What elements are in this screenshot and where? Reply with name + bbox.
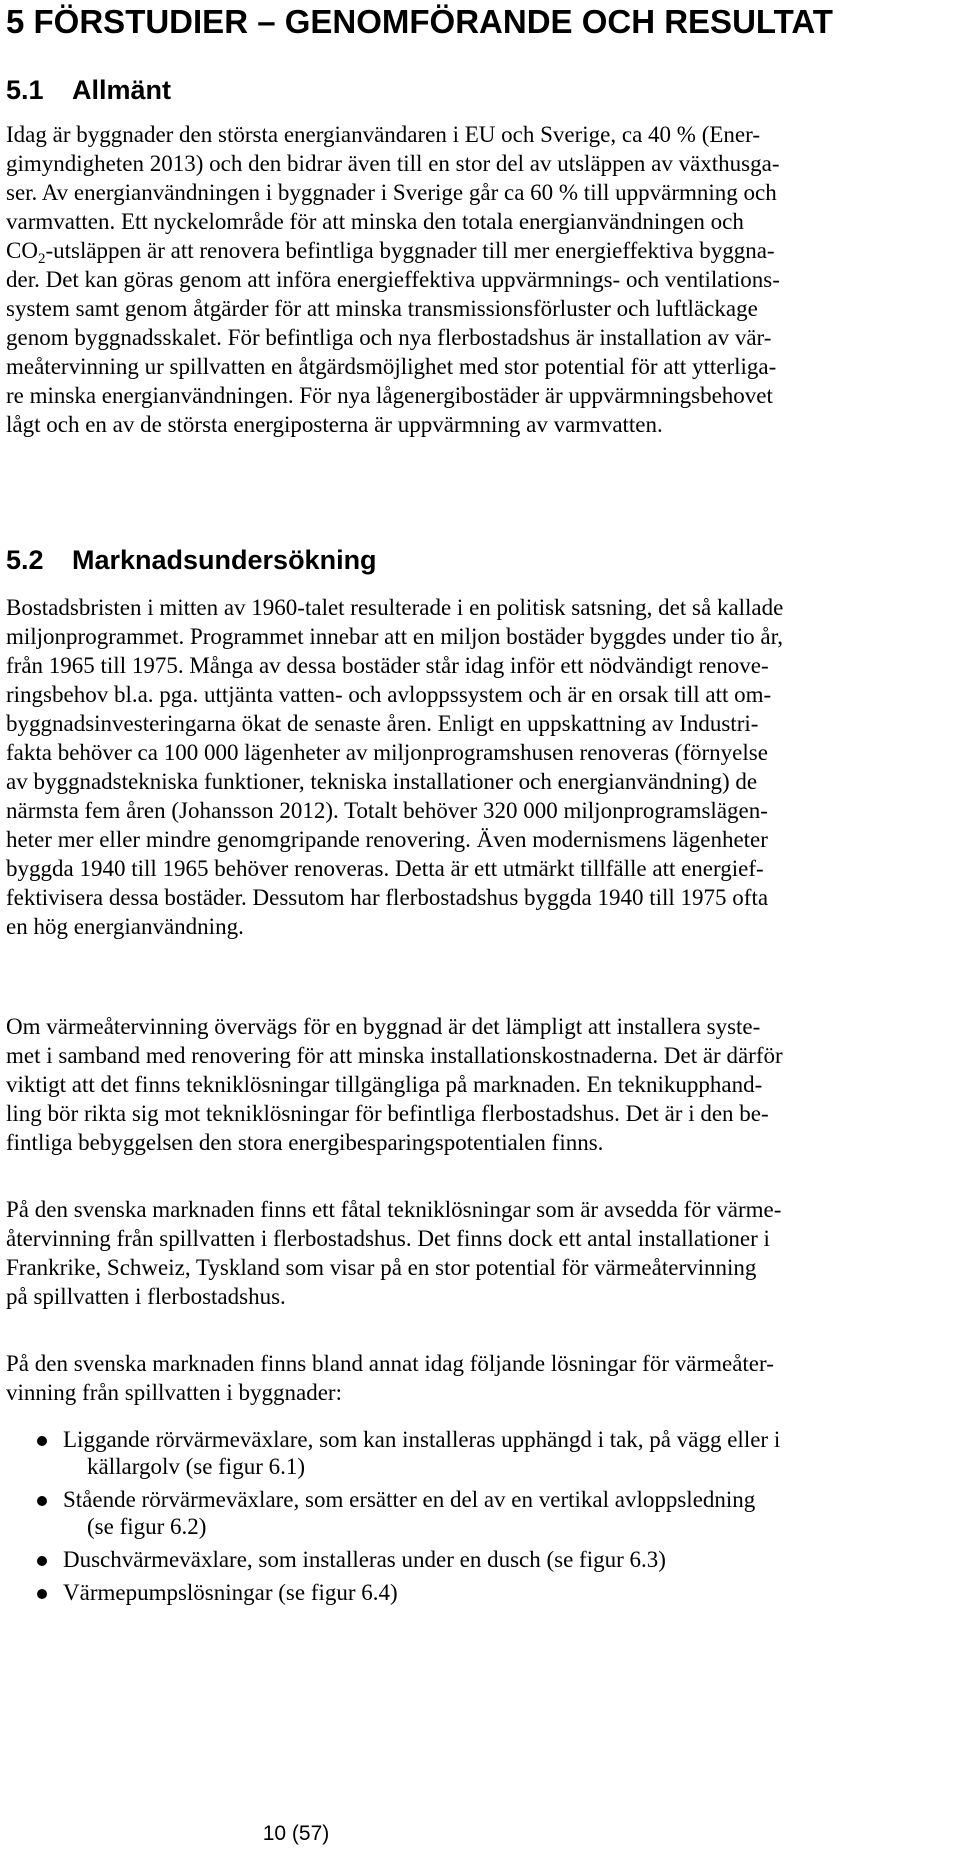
list-item — [6, 1579, 960, 1606]
text-line: Bostadsbristen i mitten av 1960-talet resulterade i en politisk satsning, det så kallade — [6, 595, 784, 620]
list-item — [6, 1486, 960, 1540]
list-item-text: Värmepumpslösningar (se figur 6.4) — [63, 1580, 398, 1605]
text-line: på spillvatten i flerbostadshus. — [6, 1284, 286, 1309]
co2-base: CO — [6, 238, 38, 263]
bullet-dot-icon — [37, 1436, 47, 1446]
bullet-dot-icon — [37, 1556, 47, 1566]
text-line: Idag är byggnader den största energianvändaren i EU och Sverige, ca 40 % (Ener- — [6, 122, 760, 147]
paragraph-allmant — [6, 120, 960, 439]
text-line: vinning från spillvatten i byggnader: — [6, 1380, 342, 1405]
text-line: ringsbehov bl.a. pga. uttjänta vatten- och avloppssystem och är en orsak till att om- — [6, 682, 772, 707]
text-line: re minska energianvändningen. För nya lågenergibostäder är uppvärmningsbehovet — [6, 383, 773, 408]
text-line: fintliga bebyggelsen den stora energibesparingspotentialen finns. — [6, 1130, 604, 1155]
text-line: gimyndigheten 2013) och den bidrar även till en stor del av utsläppen av växthusga- — [6, 151, 780, 176]
text-line: återvinning från spillvatten i flerbostadshus. Det finns dock ett antal installationer i — [6, 1226, 770, 1251]
page-number: 10 (57) — [262, 1822, 330, 1845]
section-title: Marknadsundersökning — [72, 545, 377, 575]
list-item-text: (se figur 6.2) — [87, 1514, 207, 1539]
text-line: På den svenska marknaden finns ett fåtal tekniklösningar som är avsedda för värme- — [6, 1197, 782, 1222]
co2-subscript: 2 — [37, 251, 46, 267]
text-line: lågt och en av de största energiposterna är uppvärmning av varmvatten. — [6, 412, 663, 437]
bullet-dot-icon — [37, 1496, 47, 1506]
list-item — [6, 1546, 960, 1573]
section-heading-allmant — [6, 72, 171, 108]
paragraph-market-1 — [6, 593, 960, 941]
bullet-dot-icon — [37, 1589, 47, 1599]
text-line: der. Det kan göras genom att införa energieffektiva uppvärmnings- och ventilations- — [6, 267, 780, 292]
text-line-co2 — [6, 236, 960, 265]
text-line: viktigt att det finns tekniklösningar tillgängliga på marknaden. En teknikupphand- — [6, 1072, 763, 1097]
text-line: Frankrike, Schweiz, Tyskland som visar på en stor potential för värmeåtervinning — [6, 1255, 757, 1280]
text-line: närmsta fem åren (Johansson 2012). Totalt behöver 320 000 miljonprogramslägen- — [6, 798, 768, 823]
paragraph-market-3 — [6, 1195, 960, 1311]
text-line: På den svenska marknaden finns bland annat idag följande lösningar för värmeåter- — [6, 1351, 774, 1376]
text-line: byggda 1940 till 1965 behöver renoveras. Detta är ett utmärkt tillfälle att energief- — [6, 856, 764, 881]
text-line: fektivisera dessa bostäder. Dessutom har flerbostadshus byggda 1940 till 1975 ofta — [6, 885, 769, 910]
text-line: ser. Av energianvändningen i byggnader i Sverige går ca 60 % till uppvärmning och — [6, 180, 777, 205]
list-item-text: Stående rörvärmeväxlare, som ersätter en del av en vertikal avloppsledning — [63, 1487, 756, 1512]
text-line: fakta behöver ca 100 000 lägenheter av miljonprogramshusen renoveras (förnyelse — [6, 740, 768, 765]
solutions-list — [6, 1426, 960, 1606]
text-line: heter mer eller mindre genomgripande renovering. Även modernismens lägenheter — [6, 827, 768, 852]
text-line: ling bör rikta sig mot tekniklösningar för befintliga flerbostadshus. Det är i den be- — [6, 1101, 769, 1126]
list-item-text: källargolv (se figur 6.1) — [87, 1454, 306, 1479]
section-heading-marknadsundersokning — [6, 542, 377, 578]
text-line: en hög energianvändning. — [6, 914, 244, 939]
section-number: 5.1 — [6, 75, 44, 105]
text-line: meåtervinning ur spillvatten en åtgärdsmöjlighet med stor potential för att ytterliga- — [6, 354, 777, 379]
text-line: från 1965 till 1975. Många av dessa bostäder står idag inför ett nödvändigt renove- — [6, 653, 769, 678]
paragraph-market-2 — [6, 1012, 960, 1157]
section-title: Allmänt — [72, 75, 172, 105]
text-line: -utsläppen är att renovera befintliga byggnader till mer energieffektiva byggna- — [45, 238, 775, 263]
text-line: miljonprogrammet. Programmet innebar att en miljon bostäder byggdes under tio år, — [6, 624, 784, 649]
list-item-text: Liggande rörvärmeväxlare, som kan installeras upphängd i tak, på vägg eller i — [63, 1427, 781, 1452]
text-line: genom byggnadsskalet. För befintliga och nya flerbostadshus är installation av vär- — [6, 325, 772, 350]
section-number: 5.2 — [6, 545, 44, 575]
text-line: met i samband med renovering för att minska installationskostnaderna. Det är därför — [6, 1043, 783, 1068]
list-item — [6, 1426, 960, 1480]
list-item-text: Duschvärmeväxlare, som installeras under en dusch (se figur 6.3) — [63, 1547, 666, 1572]
text-line: varmvatten. Ett nyckelområde för att minska den totala energianvändningen och — [6, 209, 744, 234]
paragraph-market-4 — [6, 1349, 960, 1407]
text-line: Om värmeåtervinning övervägs för en byggnad är det lämpligt att installera syste- — [6, 1014, 761, 1039]
text-line: system samt genom åtgärder för att minska transmissionsförluster och luftläckage — [6, 296, 758, 321]
text-line: av byggnadstekniska funktioner, tekniska installationer och energianvändning) de — [6, 769, 758, 794]
chapter-heading: 5 FÖRSTUDIER – GENOMFÖRANDE OCH RESULTAT — [6, 3, 833, 40]
text-line: byggnadsinvesteringarna ökat de senaste åren. Enligt en uppskattning av Industri- — [6, 711, 759, 736]
